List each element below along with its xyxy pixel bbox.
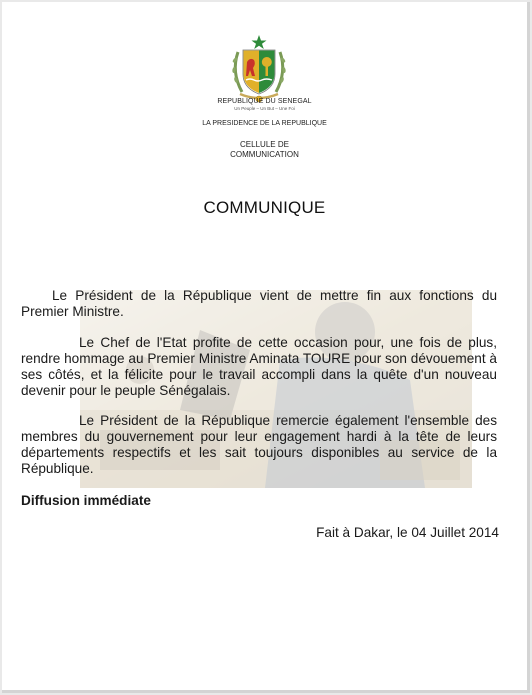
senegal-coat-of-arms-icon (228, 32, 290, 104)
document-title: COMMUNIQUE (203, 198, 326, 217)
diffusion-notice: Diffusion immédiate (21, 493, 151, 508)
cellule-line-2: COMMUNICATION (230, 150, 299, 159)
body-paragraph: Le Chef de l'Etat profite de cette occasion pour, une fois de plus, rendre hommage au Premier Ministre Aminata TOURE pour son dévouement à ses côtés, et la félicite pour le travail accompli dans la quête d'un nouveau devenir pour le peuple Sénégalais. (21, 335, 497, 398)
national-motto: Un Peuple – Un But – Une Foi (234, 106, 295, 111)
cellule-line-1: CELLULE DE (240, 140, 289, 149)
body-paragraph: Le Président de la République remercie également l'ensemble des membres du gouvernement pour leur engagement hardi à la tête de leurs départements respectifs et les sait toujours disponibles au service de la République. (21, 413, 497, 476)
document-page (2, 2, 530, 693)
body-paragraph: Le Président de la République vient de mettre fin aux fonctions du Premier Ministre. (21, 288, 497, 319)
republic-name: REPUBLIQUE DU SENEGAL (217, 98, 312, 105)
presidence-heading: LA PRESIDENCE DE LA REPUBLIQUE (202, 120, 327, 127)
place-date-signoff: Fait à Dakar, le 04 Juillet 2014 (316, 525, 499, 540)
cellule-communication (2, 140, 527, 160)
